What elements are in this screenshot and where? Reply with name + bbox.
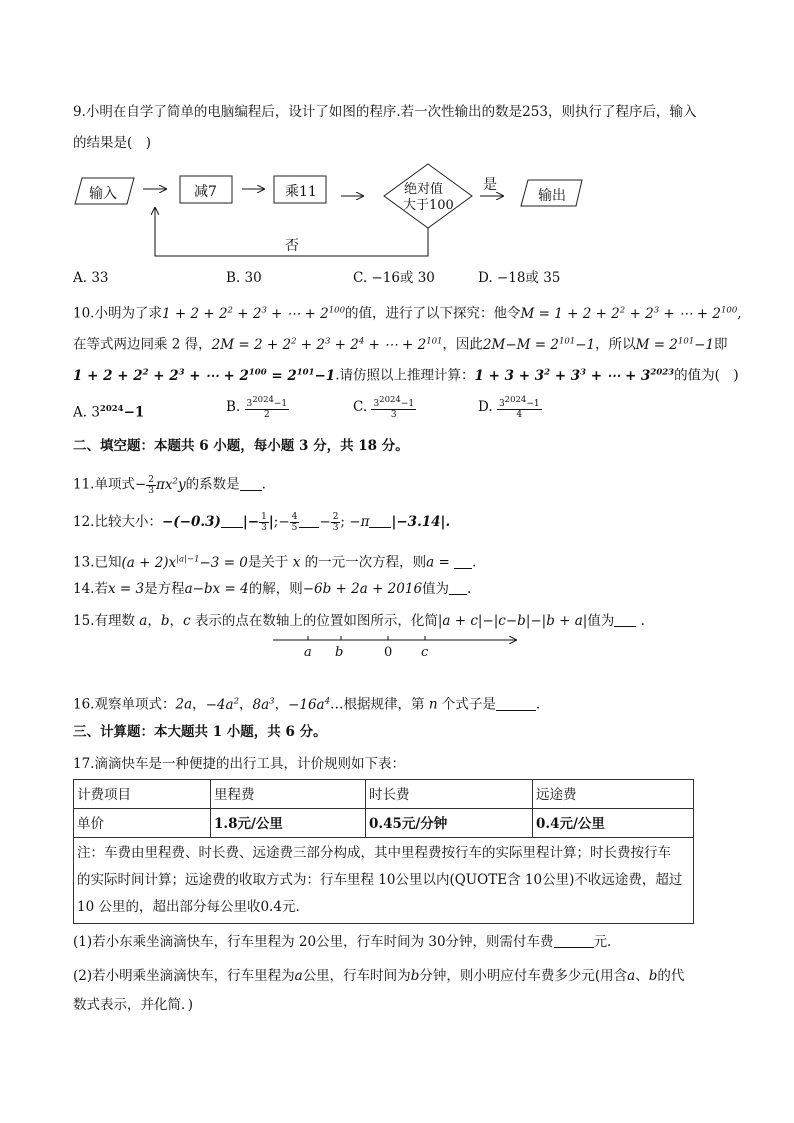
q17-sub2-line2: 数式表示，并化简．): [73, 997, 194, 1013]
q12: 12.比较大小：−(−0.3) |− $\frac{1}{3}$ |;− $\frac{4}{5}$ − $\frac{2}{3}$ ; −π |−3.14|.: [73, 512, 451, 533]
flow-decision-label-1: 绝对值: [404, 182, 444, 197]
flow-output-label: 输出: [538, 188, 566, 204]
flow-input-label: 输入: [89, 186, 117, 202]
table-note: 注：车费由里程费、时长费、远途费三部分构成，其中里程费按行车的实际里程计算；时长费按行车 的实际时间计算；远途费的收取方式为：行车里程 10公里以内(QUOTE含 10公里)不收远途费，超过 10 公里的，超出部分每公里收0.4元.: [74, 838, 694, 924]
q10-line3: $1 + 2 + 2^2 + 2^3$ + ⋯ + $2^{100} = 2^{101}-1$.请仿照以上推理计算：$1 + 3 + 3^2 + 3^3$ + ⋯ + $3^{2023}$的值为( ): [73, 367, 739, 384]
q9-option-b: B. 30: [226, 270, 262, 286]
section-2-heading: 二、填空题：本题共 6 小题，每小题 3 分，共 18 分。: [73, 438, 409, 454]
table-row: [74, 809, 694, 838]
axis-label-a: a: [304, 645, 312, 660]
q10-line2: 在等式两边同乘 2 得，$2M = 2 + 2^2 + 2^3 + 2^4$ + ⋯ + $2^{101}$，因此$2M-M = 2^{101}-1$，所以$M = 2^{101}-1$即: [73, 336, 728, 353]
q10-option-d: D. $\frac{3^{2024}-1}{4}$: [478, 395, 540, 420]
table-cell: 0.45元/分钟: [366, 809, 533, 838]
q16: 16.观察单项式：2a，$-4a^2$，$8a^3$，$-16a^4\dots$根据规律，第 n 个式子是 .: [73, 696, 541, 713]
q13: 13.已知$(a + 2)x^{|a|-1}-3 = 0$是关于 x 的一元一次方程，则a = .: [73, 554, 477, 571]
table-header-row: [74, 780, 694, 809]
flow-yes-label: 是: [483, 177, 497, 193]
table-cell: 单价: [74, 809, 211, 838]
flow-minus7-label: 减7: [194, 184, 217, 200]
table-header-cell: 远途费: [533, 780, 694, 809]
q17-intro: 17.滴滴快车是一种便捷的出行工具，计价规则如下表：: [73, 756, 405, 772]
table-header-cell: 时长费: [366, 780, 533, 809]
q9-line2: 的结果是( ): [73, 135, 152, 151]
q15: 15.有理数 a，b，c 表示的点在数轴上的位置如图所示，化简|a + c|−|c−b|−|b + a|值为 .: [73, 613, 645, 629]
q9-line1: 9.小明在自学了简单的电脑编程后，设计了如图的程序.若一次性输出的数是253，则执行了程序后，输入: [73, 104, 697, 120]
q14: 14.若x = 3是方程a−bx = 4的解，则−6b + 2a + 2016值为 .: [73, 581, 472, 597]
axis-label-c: c: [421, 645, 429, 660]
flow-no-label: 否: [285, 238, 299, 254]
axis-label-b: b: [335, 645, 344, 660]
q9-option-d: D. −18或 35: [478, 270, 561, 286]
section-3-heading: 三、计算题：本大题共 1 小题，共 6 分。: [73, 724, 327, 740]
q17-sub2-line1: (2)若小明乘坐滴滴快车，行车里程为a公里，行车时间为b分钟，则小明应付车费多少元(用含a、b的代: [73, 968, 685, 984]
table-cell: 0.4元/公里: [533, 809, 694, 838]
q9-option-c: C. −16或 30: [353, 270, 435, 286]
table-header-cell: 里程费: [211, 780, 366, 809]
table-note-row: [74, 838, 694, 924]
flow-decision-label-2: 大于100: [403, 198, 454, 213]
q10-option-a: A. $3^{2024}-1$: [73, 404, 145, 421]
q10-option-c: C. $\frac{3^{2024}-1}{3}$: [353, 395, 415, 420]
q17-sub1: (1)若小东乘坐滴滴快车，行车里程为 20公里，行车时间为 30分钟，则需付车费 元.: [73, 934, 612, 950]
axis-label-zero: 0: [384, 645, 393, 660]
table-header-cell: 计费项目: [74, 780, 211, 809]
q11: 11.单项式− $\frac{2}{3}$ $\pi x^2y$的系数是 .: [73, 474, 266, 496]
fee-table: [73, 779, 694, 924]
flow-times11-label: 乘11: [285, 184, 317, 200]
q10-option-b: B. $\frac{3^{2024}-1}{2}$: [226, 395, 288, 420]
q10-line1: 10.小明为了求$1 + 2 + 2^2 + 2^3$ + ⋯ + $2^{100}$的值，进行了以下探究：他令$M = 1 + 2 + 2^2 + 2^3$ + ⋯ + $2^{100}$,: [73, 305, 742, 322]
q9-option-a: A. 33: [73, 270, 109, 286]
table-cell: 1.8元/公里: [211, 809, 366, 838]
